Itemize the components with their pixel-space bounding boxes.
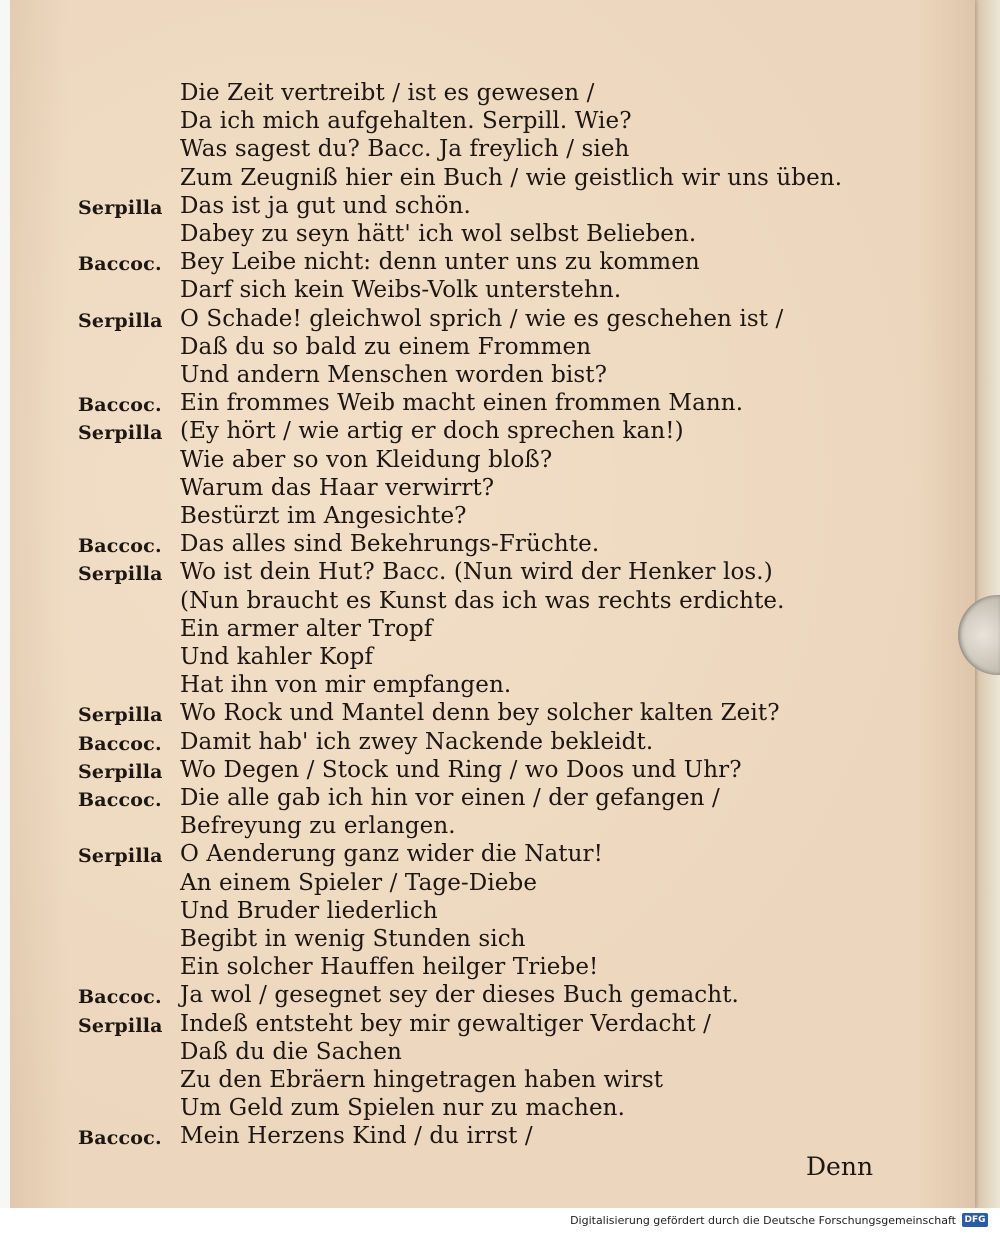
dialogue-line <box>0 700 960 728</box>
dialogue-line <box>0 503 960 531</box>
verse-text: Ein armer alter Tropf <box>180 615 433 642</box>
verse-text: Daß du die Sachen <box>180 1038 402 1065</box>
verse-text: Mein Herzens Kind / du irrst / <box>180 1123 533 1150</box>
dialogue-line <box>0 221 960 249</box>
dialogue-line <box>0 390 960 418</box>
dialogue-line <box>0 926 960 954</box>
dialogue-line <box>0 757 960 785</box>
verse-text: Ja wol / gesegnet sey der dieses Buch gemacht. <box>180 982 739 1009</box>
verse-text: Zum Zeugniß hier ein Buch / wie geistlich wir uns üben. <box>180 164 843 191</box>
dialogue-line <box>0 1067 960 1095</box>
dialogue-line <box>0 841 960 869</box>
verse-text: Wo ist dein Hut? Bacc. (Nun wird der Henker los.) <box>180 559 773 586</box>
dialogue-line <box>0 616 960 644</box>
verse-text: Und kahler Kopf <box>180 644 374 670</box>
speaker-label: Baccoc. <box>78 732 162 755</box>
dialogue-line <box>0 644 960 672</box>
dialogue-line <box>0 1095 960 1123</box>
speaker-label: Baccoc. <box>78 394 162 417</box>
dialogue-line <box>0 785 960 813</box>
verse-text: Wie aber so von Kleidung bloß? <box>180 446 553 473</box>
dialogue-line <box>0 165 960 193</box>
dialogue-line <box>0 531 960 559</box>
speaker-label: Serpilla <box>78 196 163 219</box>
verse-text: Damit hab' ich zwey Nackende bekleidt. <box>180 728 654 755</box>
verse-text: Indeß entsteht bey mir gewaltiger Verdacht / <box>180 1010 711 1037</box>
dialogue-line <box>0 1123 960 1151</box>
dialogue-line <box>0 193 960 221</box>
dialogue-line <box>0 729 960 757</box>
verse-text: Bey Leibe nicht: denn unter uns zu kommen <box>180 249 700 276</box>
dialogue-line <box>0 1039 960 1067</box>
verse-text: Darf sich kein Weibs-Volk unterstehn. <box>180 277 622 304</box>
dialogue-line <box>0 954 960 982</box>
footer-bar <box>0 1208 1000 1234</box>
verse-text: Da ich mich aufgehalten. Serpill. Wie? <box>180 108 632 135</box>
dialogue-line <box>0 870 960 898</box>
speaker-label: Baccoc. <box>78 789 162 811</box>
verse-text: Ein solcher Hauffen heilger Triebe! <box>180 954 599 981</box>
verse-text: Und Bruder liederlich <box>180 897 438 924</box>
verse-text: (Ey hört / wie artig er doch sprechen kan!) <box>180 418 684 445</box>
dialogue-line <box>0 108 960 136</box>
dialogue-line <box>0 982 960 1010</box>
catchword: Denn <box>806 1152 874 1181</box>
verse-text: Die Zeit vertreibt / ist es gewesen / <box>180 80 595 106</box>
dialogue-line <box>0 334 960 362</box>
speaker-label: Baccoc. <box>78 253 162 276</box>
dialogue-line <box>0 672 960 700</box>
dialogue-line <box>0 1011 960 1039</box>
verse-text: Bestürzt im Angesichte? <box>180 503 467 529</box>
speaker-label: Serpilla <box>78 422 163 445</box>
dialogue-line <box>0 475 960 503</box>
dialogue-line <box>0 559 960 587</box>
verse-text: Um Geld zum Spielen nur zu machen. <box>180 1095 625 1122</box>
verse-text: Und andern Menschen worden bist? <box>180 362 608 388</box>
funding-credit: Digitalisierung gefördert durch die Deutsche Forschungsgemeinschaft <box>570 1214 956 1227</box>
verse-text: Zu den Ebräern hingetragen haben wirst <box>180 1067 664 1093</box>
dialogue-line <box>0 447 960 475</box>
speaker-label: Serpilla <box>78 760 163 783</box>
speaker-label: Serpilla <box>78 563 163 586</box>
dialogue-line <box>0 306 960 334</box>
dialogue-line <box>0 418 960 446</box>
verse-text: O Aenderung ganz wider die Natur! <box>180 841 603 868</box>
verse-text: Wo Degen / Stock und Ring / wo Doos und Uhr? <box>180 756 742 783</box>
verse-text: An einem Spieler / Tage-Diebe <box>180 869 538 896</box>
verse-text: O Schade! gleichwol sprich / wie es geschehen ist / <box>180 305 784 332</box>
verse-text: Befreyung zu erlangen. <box>180 813 456 840</box>
dfg-logo-icon: DFG <box>962 1213 988 1227</box>
speaker-label: Baccoc. <box>78 986 162 1009</box>
verse-text: Die alle gab ich hin vor einen / der gefangen / <box>180 785 720 811</box>
verse-text: Das alles sind Bekehrungs-Früchte. <box>180 531 600 558</box>
speaker-label: Baccoc. <box>78 1127 162 1150</box>
speaker-label: Serpilla <box>78 704 163 727</box>
dialogue-line <box>0 588 960 616</box>
verse-text: (Nun braucht es Kunst das ich was rechts erdichte. <box>180 587 785 614</box>
speaker-label: Serpilla <box>78 1014 163 1037</box>
speaker-label: Serpilla <box>78 845 163 868</box>
verse-text: Hat ihn von mir empfangen. <box>180 672 512 699</box>
verse-text: Was sagest du? Bacc. Ja freylich / sieh <box>180 136 630 163</box>
verse-text: Ein frommes Weib macht einen frommen Mann. <box>180 390 744 417</box>
verse-text: Dabey zu seyn hätt' ich wol selbst Belieben. <box>180 221 697 247</box>
dialogue-line <box>0 136 960 164</box>
dialogue-line <box>0 249 960 277</box>
dialogue-line <box>0 277 960 305</box>
verse-text: Warum das Haar verwirrt? <box>180 474 495 501</box>
speaker-label: Baccoc. <box>78 535 162 558</box>
dialogue-line <box>0 813 960 841</box>
dialogue-line <box>0 80 960 108</box>
speaker-label: Serpilla <box>78 309 163 332</box>
verse-text: Begibt in wenig Stunden sich <box>180 926 526 952</box>
dialogue-line <box>0 898 960 926</box>
verse-text: Wo Rock und Mantel denn bey solcher kalten Zeit? <box>180 700 780 727</box>
dialogue-line <box>0 362 960 390</box>
verse-text: Daß du so bald zu einem Frommen <box>180 333 592 360</box>
verse-text: Das ist ja gut und schön. <box>180 192 471 219</box>
